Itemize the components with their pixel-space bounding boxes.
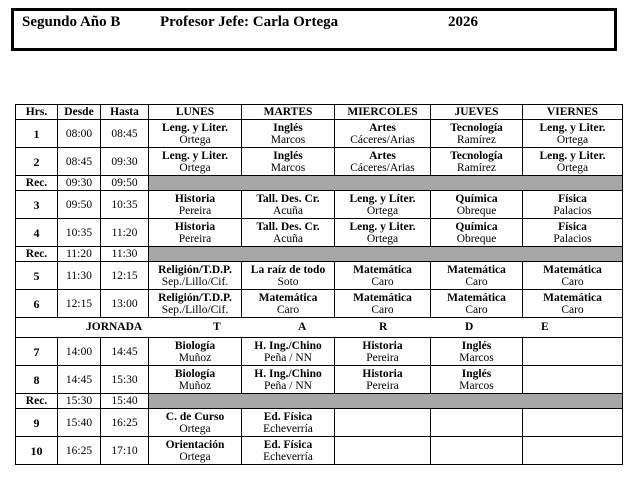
- teacher: Sep./Lillo/Cif.: [161, 275, 229, 288]
- subject: Matemática: [353, 291, 412, 304]
- subject: Tall. Des. Cr.: [256, 192, 320, 205]
- teacher: Caro: [465, 303, 488, 316]
- column-header: VIERNES: [523, 105, 623, 120]
- class-cell: [335, 262, 431, 290]
- teacher: Palacios: [553, 232, 592, 245]
- period-row: [16, 338, 623, 366]
- period-end: 14:45: [101, 338, 149, 366]
- subject: Inglés: [273, 121, 303, 134]
- subject: Historia: [174, 220, 216, 233]
- recess-start: 09:30: [58, 176, 101, 191]
- class-cell: [523, 338, 623, 366]
- teacher: Ortega: [179, 422, 211, 435]
- period-row: [16, 262, 623, 290]
- period-end: 13:00: [101, 290, 149, 318]
- class-cell: [149, 219, 242, 247]
- class-cell: [431, 437, 523, 465]
- teacher: Ortega: [179, 133, 211, 146]
- class-cell: [523, 148, 623, 176]
- subject: H. Ing./Chino: [254, 339, 322, 352]
- class-cell: [431, 148, 523, 176]
- banner-word: E: [541, 321, 549, 333]
- period-number: 10: [16, 437, 58, 465]
- class-cell: [431, 409, 523, 437]
- class-cell: [335, 120, 431, 148]
- column-header-row: [16, 105, 623, 120]
- subject: Leng. y Liter.: [539, 121, 606, 134]
- recess-bar: [149, 394, 623, 409]
- class-cell: [431, 338, 523, 366]
- subject: Tecnología: [450, 149, 503, 162]
- teacher: Caro: [371, 303, 394, 316]
- subject: Inglés: [461, 339, 492, 352]
- teacher: Sep./Lillo/Cif.: [161, 303, 229, 316]
- class-cell: [523, 191, 623, 219]
- period-end: 17:10: [101, 437, 149, 465]
- class-cell: [523, 120, 623, 148]
- teacher: Muñoz: [178, 351, 212, 364]
- recess-start: 15:30: [58, 394, 101, 409]
- class-cell: [149, 120, 242, 148]
- class-cell: [149, 262, 242, 290]
- schedule-table: [15, 104, 623, 465]
- period-number: 6: [16, 290, 58, 318]
- recess-bar: [149, 176, 623, 191]
- period-number: 8: [16, 366, 58, 394]
- teacher: Acuña: [272, 204, 303, 217]
- teacher: Caro: [561, 303, 584, 316]
- teacher: Cáceres/Arias: [350, 161, 415, 174]
- banner-word: T: [213, 321, 221, 333]
- teacher: Pereira: [178, 232, 212, 245]
- period-number: 4: [16, 219, 58, 247]
- recess-label: Rec.: [16, 394, 58, 409]
- teacher: Pereira: [366, 379, 399, 392]
- teacher: Ortega: [556, 161, 589, 174]
- period-end: 16:25: [101, 409, 149, 437]
- subject: Biología: [174, 367, 216, 380]
- class-cell: [523, 366, 623, 394]
- subject: Religión/T.D.P.: [158, 263, 232, 276]
- subject: Matemática: [353, 263, 412, 276]
- class-cell: [523, 290, 623, 318]
- teacher: Acuña: [272, 232, 303, 245]
- class-cell: [242, 366, 335, 394]
- teacher: Obreque: [456, 232, 497, 245]
- teacher: Marcos: [270, 133, 306, 146]
- class-cell: [335, 366, 431, 394]
- subject: Leng. y Liter.: [349, 220, 416, 233]
- jornada-row: [16, 318, 623, 338]
- class-cell: [242, 262, 335, 290]
- subject: Historia: [362, 339, 403, 352]
- recess-end: 15:40: [101, 394, 149, 409]
- subject: Historia: [174, 192, 216, 205]
- period-end: 12:15: [101, 262, 149, 290]
- subject: Artes: [369, 149, 396, 162]
- class-cell: [149, 338, 242, 366]
- teacher: Echeverría: [263, 422, 313, 435]
- class-cell: [335, 338, 431, 366]
- subject: H. Ing./Chino: [254, 367, 322, 380]
- teacher: Ramírez: [457, 133, 496, 146]
- class-cell: [149, 437, 242, 465]
- teacher: Pereira: [366, 351, 399, 364]
- subject: Matemática: [447, 263, 506, 276]
- subject: Inglés: [461, 367, 492, 380]
- period-row: [16, 437, 623, 465]
- period-start: 12:15: [58, 290, 101, 318]
- head-teacher: Profesor Jefe: Carla Ortega: [160, 14, 339, 30]
- class-cell: [335, 219, 431, 247]
- teacher: Caro: [561, 275, 584, 288]
- class-cell: [335, 148, 431, 176]
- subject: Química: [455, 220, 498, 233]
- class-cell: [242, 290, 335, 318]
- period-number: 3: [16, 191, 58, 219]
- class-cell: [242, 338, 335, 366]
- subject: Orientación: [165, 438, 225, 451]
- subject: Leng. y Liter.: [161, 149, 229, 162]
- column-header: MIERCOLES: [335, 105, 431, 120]
- column-header: Desde: [58, 105, 101, 120]
- column-header: Hasta: [101, 105, 149, 120]
- subject: Matemática: [543, 263, 602, 276]
- teacher: Ortega: [366, 204, 399, 217]
- class-cell: [431, 191, 523, 219]
- class-cell: [149, 191, 242, 219]
- column-header: MARTES: [242, 105, 335, 120]
- period-row: [16, 191, 623, 219]
- teacher: Muñoz: [178, 379, 212, 392]
- class-cell: [242, 437, 335, 465]
- recess-row: [16, 247, 623, 262]
- class-cell: [335, 437, 431, 465]
- period-end: 10:35: [101, 191, 149, 219]
- period-start: 16:25: [58, 437, 101, 465]
- banner-word: JORNADA: [86, 321, 143, 333]
- class-cell: [242, 148, 335, 176]
- class-cell: [523, 437, 623, 465]
- subject: Matemática: [543, 291, 602, 304]
- period-end: 09:30: [101, 148, 149, 176]
- class-cell: [242, 191, 335, 219]
- afternoon-banner: [16, 318, 623, 338]
- period-start: 11:30: [58, 262, 101, 290]
- period-number: 9: [16, 409, 58, 437]
- recess-start: 11:20: [58, 247, 101, 262]
- class-cell: [242, 219, 335, 247]
- teacher: Soto: [277, 275, 299, 288]
- subject: Ed. Física: [263, 410, 313, 423]
- subject: Física: [558, 192, 587, 205]
- period-row: [16, 409, 623, 437]
- period-number: 5: [16, 262, 58, 290]
- subject: Tecnología: [450, 121, 503, 134]
- class-cell: [431, 366, 523, 394]
- teacher: Peña / NN: [264, 379, 312, 392]
- subject: Tall. Des. Cr.: [256, 220, 320, 233]
- class-cell: [149, 290, 242, 318]
- recess-end: 11:30: [101, 247, 149, 262]
- period-number: 7: [16, 338, 58, 366]
- period-row: [16, 148, 623, 176]
- teacher: Caro: [276, 303, 300, 316]
- period-start: 09:50: [58, 191, 101, 219]
- class-cell: [431, 290, 523, 318]
- class-cell: [242, 120, 335, 148]
- teacher: Marcos: [459, 379, 494, 392]
- class-cell: [431, 262, 523, 290]
- teacher: Ortega: [366, 232, 399, 245]
- subject: Matemática: [258, 291, 318, 304]
- class-cell: [335, 191, 431, 219]
- teacher: Palacios: [553, 204, 592, 217]
- class-cell: [149, 366, 242, 394]
- banner-word: R: [379, 321, 388, 333]
- subject: C. de Curso: [165, 410, 225, 423]
- period-row: [16, 290, 623, 318]
- teacher: Peña / NN: [264, 351, 312, 364]
- subject: Ed. Física: [263, 438, 313, 451]
- recess-label: Rec.: [16, 176, 58, 191]
- recess-row: [16, 394, 623, 409]
- subject: Leng. y Líter.: [349, 192, 416, 205]
- class-cell: [523, 219, 623, 247]
- period-start: 10:35: [58, 219, 101, 247]
- class-cell: [335, 290, 431, 318]
- teacher: Caro: [465, 275, 488, 288]
- recess-row: [16, 176, 623, 191]
- course-name: Segundo Año B: [22, 14, 121, 30]
- column-header: Hrs.: [16, 105, 58, 120]
- subject: Artes: [369, 121, 396, 134]
- recess-end: 09:50: [101, 176, 149, 191]
- period-row: [16, 366, 623, 394]
- subject: Química: [455, 192, 498, 205]
- school-year: 2026: [448, 14, 478, 30]
- subject: La raíz de todo: [250, 263, 326, 276]
- period-start: 08:00: [58, 120, 101, 148]
- period-row: [16, 219, 623, 247]
- teacher: Marcos: [459, 351, 494, 364]
- subject: Física: [558, 220, 587, 233]
- period-start: 14:45: [58, 366, 101, 394]
- recess-label: Rec.: [16, 247, 58, 262]
- period-end: 15:30: [101, 366, 149, 394]
- subject: Leng. y Liter.: [539, 149, 606, 162]
- teacher: Ramírez: [457, 161, 496, 174]
- banner-word: D: [465, 321, 474, 333]
- teacher: Ortega: [179, 161, 211, 174]
- teacher: Marcos: [270, 161, 306, 174]
- subject: Historia: [362, 367, 403, 380]
- subject: Biología: [174, 339, 216, 352]
- class-cell: [149, 148, 242, 176]
- class-cell: [523, 409, 623, 437]
- period-start: 15:40: [58, 409, 101, 437]
- period-start: 08:45: [58, 148, 101, 176]
- class-cell: [431, 120, 523, 148]
- column-header: LUNES: [149, 105, 242, 120]
- subject: Leng. y Liter.: [161, 121, 229, 134]
- period-number: 1: [16, 120, 58, 148]
- schedule-header: [11, 8, 617, 51]
- recess-bar: [149, 247, 623, 262]
- period-end: 11:20: [101, 219, 149, 247]
- teacher: Ortega: [556, 133, 589, 146]
- subject: Religión/T.D.P.: [158, 291, 232, 304]
- teacher: Caro: [371, 275, 394, 288]
- class-cell: [149, 409, 242, 437]
- class-cell: [335, 409, 431, 437]
- subject: Matemática: [447, 291, 506, 304]
- period-start: 14:00: [58, 338, 101, 366]
- teacher: Obreque: [456, 204, 497, 217]
- period-row: [16, 120, 623, 148]
- class-cell: [242, 409, 335, 437]
- column-header: JUEVES: [431, 105, 523, 120]
- teacher: Echeverría: [263, 450, 313, 463]
- teacher: Cáceres/Arias: [350, 133, 415, 146]
- class-cell: [523, 262, 623, 290]
- teacher: Pereira: [178, 204, 212, 217]
- teacher: Ortega: [179, 450, 211, 463]
- period-number: 2: [16, 148, 58, 176]
- period-end: 08:45: [101, 120, 149, 148]
- class-cell: [431, 219, 523, 247]
- banner-word: A: [298, 321, 307, 333]
- subject: Inglés: [273, 149, 303, 162]
